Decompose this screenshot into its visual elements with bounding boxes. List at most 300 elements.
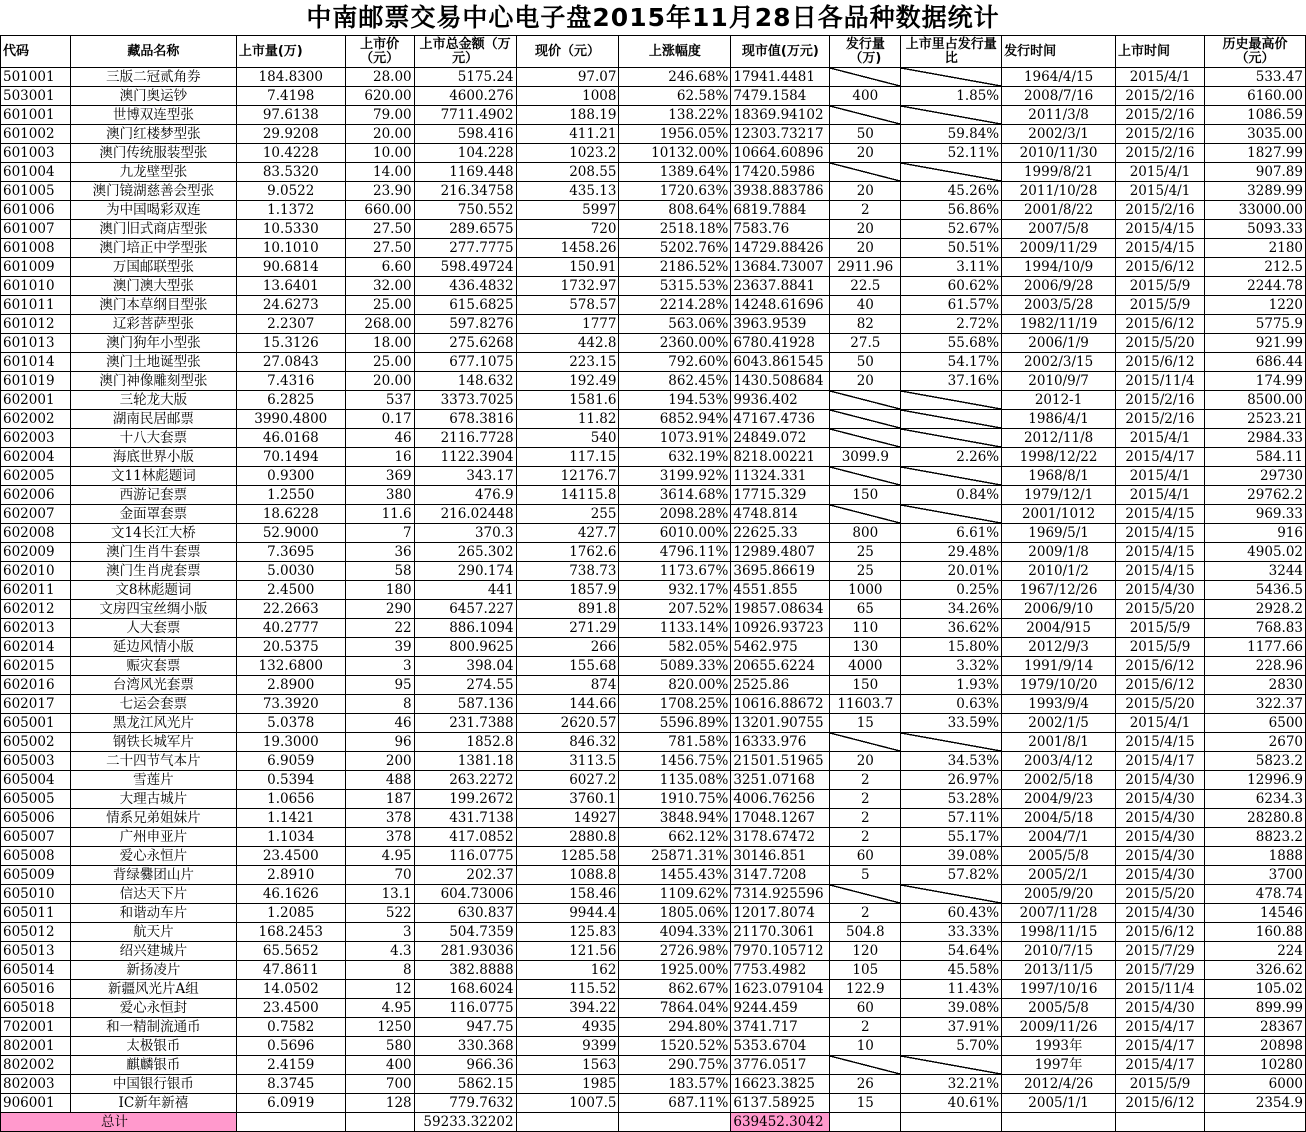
cell-issue-date[interactable]: 2009/11/29 <box>1002 239 1116 258</box>
cell-issue-qty[interactable]: 105 <box>830 961 901 980</box>
cell-current-price[interactable]: 255 <box>516 505 619 524</box>
cell-listed-amount[interactable]: 277.7775 <box>414 239 516 258</box>
cell-highest-price[interactable]: 14546 <box>1204 904 1305 923</box>
cell-issue-date[interactable]: 2002/1/5 <box>1002 714 1116 733</box>
cell-code[interactable]: 601002 <box>1 125 71 144</box>
cell-listing-date[interactable]: 2015/4/15 <box>1116 220 1205 239</box>
cell-current-price[interactable]: 720 <box>516 220 619 239</box>
cell-listed-amount[interactable]: 116.0775 <box>414 847 516 866</box>
cell-listing-date[interactable]: 2015/6/12 <box>1116 657 1205 676</box>
cell-listed-price[interactable]: 28.00 <box>345 68 414 87</box>
cell-market-value[interactable]: 20655.6224 <box>731 657 830 676</box>
cell-gain[interactable]: 632.19% <box>619 448 731 467</box>
cell-gain[interactable]: 290.75% <box>619 1056 731 1075</box>
cell-market-value[interactable]: 4551.855 <box>731 581 830 600</box>
cell-name[interactable]: 人大套票 <box>70 619 236 638</box>
cell-issue-qty[interactable]: 2 <box>830 809 901 828</box>
cell-code[interactable]: 605006 <box>1 809 71 828</box>
cell-highest-price[interactable]: 3035.00 <box>1204 125 1305 144</box>
cell-code[interactable]: 602002 <box>1 410 71 429</box>
cell-gain[interactable]: 4796.11% <box>619 543 731 562</box>
cell-listed-price[interactable]: 23.90 <box>345 182 414 201</box>
cell-name[interactable]: 澳门生肖牛套票 <box>70 543 236 562</box>
cell-listed-qty[interactable]: 23.4500 <box>236 999 345 1018</box>
cell-issue-date[interactable]: 2001/8/22 <box>1002 201 1116 220</box>
cell-market-value[interactable]: 3741.717 <box>731 1018 830 1037</box>
cell-listing-date[interactable]: 2015/4/30 <box>1116 828 1205 847</box>
cell-listed-ratio-empty[interactable] <box>901 163 1002 182</box>
cell-listing-date[interactable]: 2015/4/17 <box>1116 448 1205 467</box>
cell-issue-date[interactable]: 2012/11/8 <box>1002 429 1116 448</box>
cell-name[interactable]: 澳门镜湖慈善会型张 <box>70 182 236 201</box>
cell-listed-amount[interactable]: 587.136 <box>414 695 516 714</box>
cell-gain[interactable]: 1956.05% <box>619 125 731 144</box>
cell-listed-amount[interactable]: 598.416 <box>414 125 516 144</box>
cell-listed-amount[interactable]: 330.368 <box>414 1037 516 1056</box>
cell-market-value[interactable]: 3776.0517 <box>731 1056 830 1075</box>
cell-listed-amount[interactable]: 4600.276 <box>414 87 516 106</box>
cell-current-price[interactable]: 2880.8 <box>516 828 619 847</box>
cell-current-price[interactable]: 14115.8 <box>516 486 619 505</box>
cell-listed-ratio[interactable]: 0.84% <box>901 486 1002 505</box>
cell-gain[interactable]: 1455.43% <box>619 866 731 885</box>
cell-issue-qty[interactable]: 26 <box>830 1075 901 1094</box>
cell-listing-date[interactable]: 2015/4/30 <box>1116 771 1205 790</box>
cell-highest-price[interactable]: 28367 <box>1204 1018 1305 1037</box>
cell-gain[interactable]: 62.58% <box>619 87 731 106</box>
total-listed-amount[interactable]: 59233.32202 <box>414 1113 516 1132</box>
cell-code[interactable]: 602005 <box>1 467 71 486</box>
cell-market-value[interactable]: 11324.331 <box>731 467 830 486</box>
cell-listing-date[interactable]: 2015/4/1 <box>1116 467 1205 486</box>
cell-listed-price[interactable]: 6.60 <box>345 258 414 277</box>
cell-current-price[interactable]: 435.13 <box>516 182 619 201</box>
cell-listed-amount[interactable]: 289.6575 <box>414 220 516 239</box>
cell-current-price[interactable]: 578.57 <box>516 296 619 315</box>
cell-current-price[interactable]: 1857.9 <box>516 581 619 600</box>
cell-listed-ratio[interactable]: 1.93% <box>901 676 1002 695</box>
cell-listed-price[interactable]: 96 <box>345 733 414 752</box>
cell-issue-qty[interactable]: 15 <box>830 1094 901 1113</box>
cell-issue-qty[interactable]: 150 <box>830 676 901 695</box>
cell-highest-price[interactable]: 8500.00 <box>1204 391 1305 410</box>
cell-gain[interactable]: 862.45% <box>619 372 731 391</box>
cell-issue-date[interactable]: 2012-1 <box>1002 391 1116 410</box>
cell-current-price[interactable]: 271.29 <box>516 619 619 638</box>
cell-listed-price[interactable]: 25.00 <box>345 296 414 315</box>
cell-name[interactable]: 和谐动车片 <box>70 904 236 923</box>
cell-listed-qty[interactable]: 0.7582 <box>236 1018 345 1037</box>
cell-code[interactable]: 602013 <box>1 619 71 638</box>
cell-code[interactable]: 602010 <box>1 562 71 581</box>
cell-gain[interactable]: 5596.89% <box>619 714 731 733</box>
cell-listed-amount[interactable]: 886.1094 <box>414 619 516 638</box>
cell-listed-price[interactable]: 10.00 <box>345 144 414 163</box>
cell-listed-ratio[interactable]: 0.63% <box>901 695 1002 714</box>
cell-market-value[interactable]: 3963.9539 <box>731 315 830 334</box>
cell-issue-date[interactable]: 2005/1/1 <box>1002 1094 1116 1113</box>
cell-highest-price[interactable]: 916 <box>1204 524 1305 543</box>
cell-market-value[interactable]: 4748.814 <box>731 505 830 524</box>
cell-listed-ratio[interactable]: 57.82% <box>901 866 1002 885</box>
cell-gain[interactable]: 138.22% <box>619 106 731 125</box>
cell-highest-price[interactable]: 322.37 <box>1204 695 1305 714</box>
cell-listed-qty[interactable]: 70.1494 <box>236 448 345 467</box>
cell-highest-price[interactable]: 12996.9 <box>1204 771 1305 790</box>
cell-code[interactable]: 605012 <box>1 923 71 942</box>
cell-issue-qty[interactable]: 122.9 <box>830 980 901 999</box>
cell-listed-ratio[interactable]: 60.62% <box>901 277 1002 296</box>
cell-current-price[interactable]: 1285.58 <box>516 847 619 866</box>
cell-name[interactable]: 延边风情小版 <box>70 638 236 657</box>
cell-listed-amount[interactable]: 615.6825 <box>414 296 516 315</box>
cell-name[interactable]: 世博双连型张 <box>70 106 236 125</box>
cell-current-price[interactable]: 144.66 <box>516 695 619 714</box>
cell-listed-ratio[interactable]: 33.33% <box>901 923 1002 942</box>
cell-issue-date[interactable]: 2012/9/3 <box>1002 638 1116 657</box>
cell-market-value[interactable]: 30146.851 <box>731 847 830 866</box>
cell-issue-date[interactable]: 1998/11/15 <box>1002 923 1116 942</box>
cell-listed-qty[interactable]: 46.1626 <box>236 885 345 904</box>
cell-issue-qty[interactable]: 82 <box>830 315 901 334</box>
cell-highest-price[interactable]: 533.47 <box>1204 68 1305 87</box>
cell-listed-qty[interactable]: 29.9208 <box>236 125 345 144</box>
cell-listing-date[interactable]: 2015/5/9 <box>1116 296 1205 315</box>
cell-issue-date[interactable]: 2002/3/1 <box>1002 125 1116 144</box>
cell-name[interactable]: 七运会套票 <box>70 695 236 714</box>
cell-gain[interactable]: 1109.62% <box>619 885 731 904</box>
cell-listed-price[interactable]: 46 <box>345 714 414 733</box>
cell-gain[interactable]: 246.68% <box>619 68 731 87</box>
cell-current-price[interactable]: 442.8 <box>516 334 619 353</box>
cell-current-price[interactable]: 115.52 <box>516 980 619 999</box>
cell-listed-amount[interactable]: 290.174 <box>414 562 516 581</box>
cell-market-value[interactable]: 47167.4736 <box>731 410 830 429</box>
cell-listing-date[interactable]: 2015/4/15 <box>1116 239 1205 258</box>
cell-gain[interactable]: 5089.33% <box>619 657 731 676</box>
cell-listed-amount[interactable]: 779.7632 <box>414 1094 516 1113</box>
cell-highest-price[interactable]: 1086.59 <box>1204 106 1305 125</box>
cell-name[interactable]: 情系兄弟姐妹片 <box>70 809 236 828</box>
cell-listing-date[interactable]: 2015/5/9 <box>1116 619 1205 638</box>
cell-listing-date[interactable]: 2015/4/17 <box>1116 1018 1205 1037</box>
cell-listed-price[interactable]: 380 <box>345 486 414 505</box>
cell-market-value[interactable]: 23637.8841 <box>731 277 830 296</box>
cell-code[interactable]: 602016 <box>1 676 71 695</box>
cell-current-price[interactable]: 2620.57 <box>516 714 619 733</box>
cell-current-price[interactable]: 11.82 <box>516 410 619 429</box>
cell-listed-qty[interactable]: 13.6401 <box>236 277 345 296</box>
cell-issue-qty[interactable]: 25 <box>830 562 901 581</box>
cell-listed-qty[interactable]: 184.8300 <box>236 68 345 87</box>
cell-issue-qty-empty[interactable] <box>830 68 901 87</box>
cell-listing-date[interactable]: 2015/4/15 <box>1116 562 1205 581</box>
cell-listed-amount[interactable]: 597.8276 <box>414 315 516 334</box>
cell-gain[interactable]: 2186.52% <box>619 258 731 277</box>
cell-listing-date[interactable]: 2015/4/30 <box>1116 999 1205 1018</box>
cell-gain[interactable]: 2360.00% <box>619 334 731 353</box>
cell-issue-date[interactable]: 1997年 <box>1002 1056 1116 1075</box>
cell-gain[interactable]: 25871.31% <box>619 847 731 866</box>
cell-name[interactable]: 爱心永恒封 <box>70 999 236 1018</box>
cell-issue-date[interactable]: 2004/7/1 <box>1002 828 1116 847</box>
cell-listed-ratio[interactable]: 1.85% <box>901 87 1002 106</box>
cell-listed-price[interactable]: 290 <box>345 600 414 619</box>
cell-code[interactable]: 602014 <box>1 638 71 657</box>
cell-highest-price[interactable]: 326.62 <box>1204 961 1305 980</box>
cell-issue-qty[interactable]: 65 <box>830 600 901 619</box>
cell-highest-price[interactable]: 28280.8 <box>1204 809 1305 828</box>
cell-code[interactable]: 601011 <box>1 296 71 315</box>
cell-current-price[interactable]: 3760.1 <box>516 790 619 809</box>
cell-code[interactable]: 605002 <box>1 733 71 752</box>
cell-market-value[interactable]: 6137.58925 <box>731 1094 830 1113</box>
cell-listed-qty[interactable]: 1.1421 <box>236 809 345 828</box>
cell-listed-amount[interactable]: 216.02448 <box>414 505 516 524</box>
cell-listed-amount[interactable]: 231.7388 <box>414 714 516 733</box>
cell-code[interactable]: 605008 <box>1 847 71 866</box>
cell-code[interactable]: 602017 <box>1 695 71 714</box>
cell-listed-price[interactable]: 16 <box>345 448 414 467</box>
cell-name[interactable]: 澳门培正中学型张 <box>70 239 236 258</box>
cell-issue-date[interactable]: 1993年 <box>1002 1037 1116 1056</box>
cell-issue-qty[interactable]: 3099.9 <box>830 448 901 467</box>
cell-market-value[interactable]: 21170.3061 <box>731 923 830 942</box>
cell-listed-qty[interactable]: 20.5375 <box>236 638 345 657</box>
cell-code[interactable]: 906001 <box>1 1094 71 1113</box>
cell-highest-price[interactable]: 105.02 <box>1204 980 1305 999</box>
cell-current-price[interactable]: 12176.7 <box>516 467 619 486</box>
cell-listed-qty[interactable]: 0.5394 <box>236 771 345 790</box>
cell-listed-ratio-empty[interactable] <box>901 410 1002 429</box>
cell-name[interactable]: 十八大套票 <box>70 429 236 448</box>
cell-listed-ratio[interactable]: 45.58% <box>901 961 1002 980</box>
cell-listed-amount[interactable]: 275.6268 <box>414 334 516 353</box>
cell-gain[interactable]: 808.64% <box>619 201 731 220</box>
cell-current-price[interactable]: 223.15 <box>516 353 619 372</box>
cell-issue-date[interactable]: 2006/1/9 <box>1002 334 1116 353</box>
cell-listed-qty[interactable]: 10.1010 <box>236 239 345 258</box>
cell-name[interactable]: 黑龙江风光片 <box>70 714 236 733</box>
cell-issue-qty[interactable]: 20 <box>830 752 901 771</box>
cell-highest-price[interactable]: 768.83 <box>1204 619 1305 638</box>
cell-listed-ratio-empty[interactable] <box>901 68 1002 87</box>
cell-code[interactable]: 605010 <box>1 885 71 904</box>
cell-listing-date[interactable]: 2015/4/15 <box>1116 524 1205 543</box>
header-listed-qty[interactable]: 上市量(万) <box>236 36 345 68</box>
cell-listed-price[interactable]: 20.00 <box>345 125 414 144</box>
cell-listing-date[interactable]: 2015/4/15 <box>1116 733 1205 752</box>
header-market-value[interactable]: 现市值(万元) <box>731 36 830 68</box>
cell-issue-qty[interactable]: 2 <box>830 790 901 809</box>
cell-listed-qty[interactable]: 6.2825 <box>236 391 345 410</box>
cell-listed-price[interactable]: 4.95 <box>345 847 414 866</box>
cell-listed-ratio[interactable]: 45.26% <box>901 182 1002 201</box>
cell-issue-date[interactable]: 1998/12/22 <box>1002 448 1116 467</box>
cell-market-value[interactable]: 9244.459 <box>731 999 830 1018</box>
cell-market-value[interactable]: 7753.4982 <box>731 961 830 980</box>
cell-listed-price[interactable]: 400 <box>345 1056 414 1075</box>
cell-listed-price[interactable]: 537 <box>345 391 414 410</box>
cell-listed-price[interactable]: 369 <box>345 467 414 486</box>
cell-highest-price[interactable]: 33000.00 <box>1204 201 1305 220</box>
cell-listed-amount[interactable]: 7711.4902 <box>414 106 516 125</box>
cell-current-price[interactable]: 891.8 <box>516 600 619 619</box>
cell-listing-date[interactable]: 2015/4/1 <box>1116 429 1205 448</box>
cell-gain[interactable]: 563.06% <box>619 315 731 334</box>
cell-issue-qty[interactable]: 22.5 <box>830 277 901 296</box>
cell-current-price[interactable]: 1985 <box>516 1075 619 1094</box>
cell-gain[interactable]: 183.57% <box>619 1075 731 1094</box>
cell-highest-price[interactable]: 6000 <box>1204 1075 1305 1094</box>
cell-listed-amount[interactable]: 2116.7728 <box>414 429 516 448</box>
cell-listing-date[interactable]: 2015/5/9 <box>1116 638 1205 657</box>
cell-code[interactable]: 601008 <box>1 239 71 258</box>
cell-current-price[interactable]: 1023.2 <box>516 144 619 163</box>
cell-issue-date[interactable]: 2009/11/26 <box>1002 1018 1116 1037</box>
cell-gain[interactable]: 1389.64% <box>619 163 731 182</box>
cell-listed-price[interactable]: 1250 <box>345 1018 414 1037</box>
cell-issue-qty[interactable]: 20 <box>830 144 901 163</box>
cell-market-value[interactable]: 19857.08634 <box>731 600 830 619</box>
cell-listing-date[interactable]: 2015/4/30 <box>1116 809 1205 828</box>
cell-market-value[interactable]: 2525.86 <box>731 676 830 695</box>
total-blank[interactable] <box>1002 1113 1116 1132</box>
cell-listed-qty[interactable]: 1.1372 <box>236 201 345 220</box>
cell-code[interactable]: 702001 <box>1 1018 71 1037</box>
cell-listed-price[interactable]: 180 <box>345 581 414 600</box>
cell-listed-price[interactable]: 660.00 <box>345 201 414 220</box>
cell-highest-price[interactable]: 20898 <box>1204 1037 1305 1056</box>
cell-current-price[interactable]: 125.83 <box>516 923 619 942</box>
cell-issue-qty-empty[interactable] <box>830 733 901 752</box>
cell-listed-qty[interactable]: 1.0656 <box>236 790 345 809</box>
cell-listing-date[interactable]: 2015/2/16 <box>1116 106 1205 125</box>
header-listed-ratio[interactable]: 上市里占发行量比 <box>901 36 1002 68</box>
cell-issue-qty[interactable]: 2911.96 <box>830 258 901 277</box>
cell-listed-qty[interactable]: 97.6138 <box>236 106 345 125</box>
cell-issue-date[interactable]: 1999/8/21 <box>1002 163 1116 182</box>
cell-name[interactable]: 海底世界小版 <box>70 448 236 467</box>
cell-listed-qty[interactable]: 19.3000 <box>236 733 345 752</box>
cell-listing-date[interactable]: 2015/4/30 <box>1116 790 1205 809</box>
cell-code[interactable]: 802001 <box>1 1037 71 1056</box>
cell-listed-ratio[interactable]: 54.64% <box>901 942 1002 961</box>
cell-listed-ratio[interactable]: 57.11% <box>901 809 1002 828</box>
cell-listed-price[interactable]: 46 <box>345 429 414 448</box>
cell-issue-qty[interactable]: 60 <box>830 847 901 866</box>
cell-highest-price[interactable]: 921.99 <box>1204 334 1305 353</box>
cell-issue-date[interactable]: 1993/9/4 <box>1002 695 1116 714</box>
cell-market-value[interactable]: 14729.88426 <box>731 239 830 258</box>
cell-issue-qty-empty[interactable] <box>830 885 901 904</box>
cell-listed-ratio-empty[interactable] <box>901 429 1002 448</box>
cell-listing-date[interactable]: 2015/5/20 <box>1116 885 1205 904</box>
cell-listed-ratio[interactable]: 60.43% <box>901 904 1002 923</box>
cell-issue-date[interactable]: 1982/11/19 <box>1002 315 1116 334</box>
cell-highest-price[interactable]: 6234.3 <box>1204 790 1305 809</box>
cell-issue-date[interactable]: 2013/11/5 <box>1002 961 1116 980</box>
cell-highest-price[interactable]: 5823.2 <box>1204 752 1305 771</box>
cell-current-price[interactable]: 208.55 <box>516 163 619 182</box>
cell-highest-price[interactable]: 2244.78 <box>1204 277 1305 296</box>
cell-listed-qty[interactable]: 10.5330 <box>236 220 345 239</box>
cell-issue-date[interactable]: 2003/4/12 <box>1002 752 1116 771</box>
cell-listed-amount[interactable]: 1122.3904 <box>414 448 516 467</box>
cell-gain[interactable]: 932.17% <box>619 581 731 600</box>
cell-listed-ratio[interactable]: 34.53% <box>901 752 1002 771</box>
cell-name[interactable]: 中国银行银币 <box>70 1075 236 1094</box>
cell-issue-qty[interactable]: 11603.7 <box>830 695 901 714</box>
total-blank[interactable] <box>619 1113 731 1132</box>
cell-code[interactable]: 602011 <box>1 581 71 600</box>
cell-listed-qty[interactable]: 7.4316 <box>236 372 345 391</box>
cell-code[interactable]: 503001 <box>1 87 71 106</box>
cell-current-price[interactable]: 6027.2 <box>516 771 619 790</box>
cell-name[interactable]: 澳门土地诞型张 <box>70 353 236 372</box>
cell-listed-qty[interactable]: 132.6800 <box>236 657 345 676</box>
cell-listed-price[interactable]: 70 <box>345 866 414 885</box>
cell-name[interactable]: 广州申亚片 <box>70 828 236 847</box>
cell-issue-date[interactable]: 2001/1012 <box>1002 505 1116 524</box>
cell-listed-qty[interactable]: 9.0522 <box>236 182 345 201</box>
cell-listed-qty[interactable]: 2.8910 <box>236 866 345 885</box>
cell-listed-amount[interactable]: 677.1075 <box>414 353 516 372</box>
cell-issue-qty-empty[interactable] <box>830 505 901 524</box>
cell-market-value[interactable]: 5353.6704 <box>731 1037 830 1056</box>
cell-issue-qty[interactable]: 110 <box>830 619 901 638</box>
cell-gain[interactable]: 1925.00% <box>619 961 731 980</box>
cell-issue-qty[interactable]: 2 <box>830 771 901 790</box>
cell-gain[interactable]: 3614.68% <box>619 486 731 505</box>
cell-name[interactable]: 麒麟银币 <box>70 1056 236 1075</box>
cell-listed-amount[interactable]: 1852.8 <box>414 733 516 752</box>
cell-issue-qty[interactable]: 20 <box>830 372 901 391</box>
cell-listing-date[interactable]: 2015/6/12 <box>1116 315 1205 334</box>
cell-listed-ratio[interactable]: 56.86% <box>901 201 1002 220</box>
cell-issue-date[interactable]: 1964/4/15 <box>1002 68 1116 87</box>
cell-highest-price[interactable]: 5093.33 <box>1204 220 1305 239</box>
cell-code[interactable]: 601007 <box>1 220 71 239</box>
cell-gain[interactable]: 862.67% <box>619 980 731 999</box>
cell-code[interactable]: 602015 <box>1 657 71 676</box>
cell-listed-qty[interactable]: 2.4159 <box>236 1056 345 1075</box>
cell-issue-qty[interactable]: 15 <box>830 714 901 733</box>
cell-code[interactable]: 605004 <box>1 771 71 790</box>
cell-listed-price[interactable]: 22 <box>345 619 414 638</box>
cell-issue-date[interactable]: 2011/3/8 <box>1002 106 1116 125</box>
cell-code[interactable]: 602004 <box>1 448 71 467</box>
cell-highest-price[interactable]: 8823.2 <box>1204 828 1305 847</box>
cell-code[interactable]: 602012 <box>1 600 71 619</box>
cell-market-value[interactable]: 12017.8074 <box>731 904 830 923</box>
cell-current-price[interactable]: 162 <box>516 961 619 980</box>
cell-listed-amount[interactable]: 6457.227 <box>414 600 516 619</box>
cell-name[interactable]: 二十四节气本片 <box>70 752 236 771</box>
cell-listed-amount[interactable]: 202.37 <box>414 866 516 885</box>
cell-name[interactable]: 澳门红楼梦型张 <box>70 125 236 144</box>
cell-listed-amount[interactable]: 398.04 <box>414 657 516 676</box>
cell-issue-date[interactable]: 2004/915 <box>1002 619 1116 638</box>
cell-market-value[interactable]: 1430.508684 <box>731 372 830 391</box>
cell-gain[interactable]: 792.60% <box>619 353 731 372</box>
cell-listed-price[interactable]: 95 <box>345 676 414 695</box>
cell-listed-price[interactable]: 14.00 <box>345 163 414 182</box>
cell-issue-date[interactable]: 1969/5/1 <box>1002 524 1116 543</box>
cell-issue-date[interactable]: 2002/5/18 <box>1002 771 1116 790</box>
cell-code[interactable]: 601006 <box>1 201 71 220</box>
cell-listing-date[interactable]: 2015/2/16 <box>1116 391 1205 410</box>
